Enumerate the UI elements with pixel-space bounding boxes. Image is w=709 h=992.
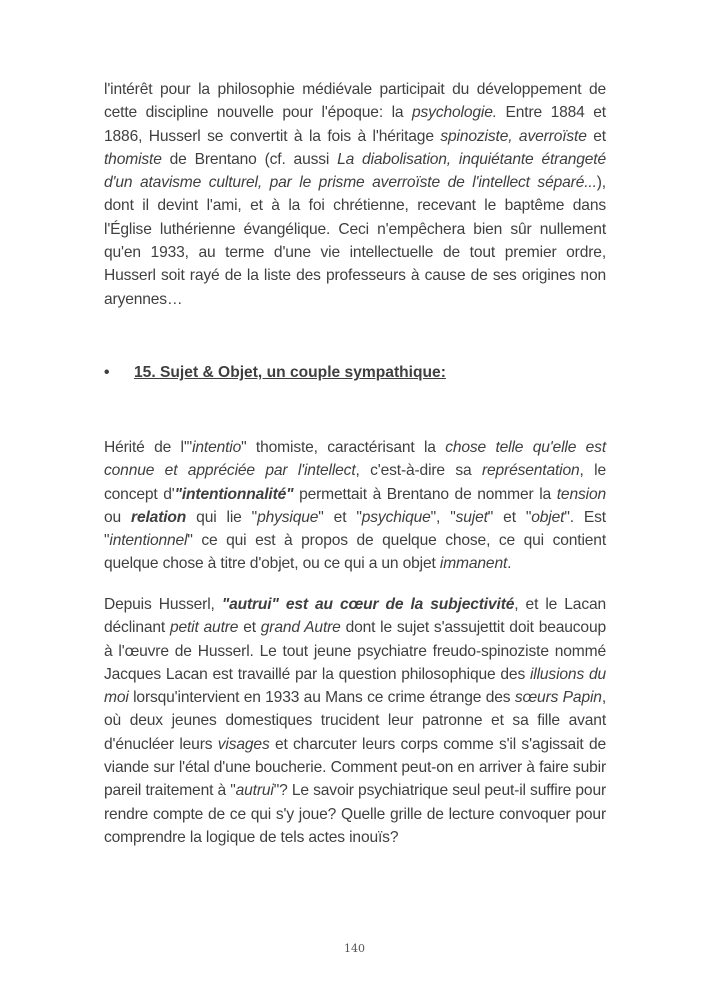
emphasized-text: grand Autre <box>260 619 341 637</box>
emphasized-text: thomiste <box>104 150 162 168</box>
text-run: ". Est " <box>104 508 606 550</box>
text-run: Depuis Husserl, <box>104 596 222 613</box>
emphasized-text: tension <box>556 485 606 503</box>
text-run: ", " <box>430 508 456 526</box>
text-run: Hérité de l'" <box>104 439 193 456</box>
emphasized-text: illusions du moi <box>104 665 606 707</box>
text-run: Entre 1884 et 1886, Husserl se convertit à la fois à l'héritage <box>104 104 606 145</box>
paragraph-1 <box>104 78 606 311</box>
text-run: , où deux jeunes domestiques trucident leur patronne et sa fille avant d'énucléer leurs <box>104 689 606 753</box>
emphasized-text: physique <box>257 508 319 526</box>
text-run: de Brentano (cf. aussi <box>161 150 338 168</box>
emphasized-text: psychique <box>361 508 431 526</box>
emphasized-text: sœurs Papin <box>514 689 602 707</box>
section-heading <box>104 364 446 382</box>
text-run: " ce qui est à propos de quelque chose, ce qui contient quelque chose à titre d'objet, ou ce qui a un objet <box>104 532 606 573</box>
text-run: permettait à Brentano de nommer la <box>293 485 557 503</box>
emphasized-text: visages <box>217 735 270 753</box>
emphasized-text: relation <box>131 508 187 526</box>
text-run: " thomiste, caractérisant la <box>241 439 446 456</box>
text-run: " et " <box>487 508 532 526</box>
emphasized-text: objet <box>531 508 565 526</box>
text-run: et charcuter leurs corps comme s'il s'agissait de viande sur l'étal d'une boucherie. Comment peut-on en arriver à faire subir pareil traitement à " <box>104 735 606 800</box>
emphasized-text: représentation <box>481 462 580 480</box>
text-run: et <box>238 619 261 637</box>
emphasized-text: autrui <box>235 782 274 800</box>
text-run: et <box>586 127 606 145</box>
text-run: " et " <box>318 508 362 526</box>
text-run: dont le sujet s'assujettit doit beaucoup à l'œuvre de Husserl. Le tout jeune psychiatre freudo-spinoziste nommé Jacques Lacan est travaillé par la question philosophique des <box>104 619 606 683</box>
section-heading-text: 15. Sujet & Objet, un couple sympathique: <box>134 364 446 381</box>
text-run: qui lie " <box>186 508 258 526</box>
emphasized-text: psychologie. <box>412 104 497 122</box>
emphasized-text: La diabolisation, inquiétante étrangeté d'un atavisme culturel, par le prisme averroïste de l'intellect séparé... <box>104 150 606 192</box>
text-run: , et le Lacan déclinant <box>104 596 607 637</box>
emphasized-text: "autrui" est au cœur de la subjectivité <box>221 596 515 613</box>
emphasized-text: petit autre <box>169 619 239 637</box>
emphasized-text: spinoziste, averroïste <box>440 127 587 145</box>
emphasized-text: "intentionnalité" <box>174 485 294 503</box>
text-run: lorsqu'intervient en 1933 au Mans ce crime étrange des <box>128 689 515 707</box>
page-number: 140 <box>344 942 365 955</box>
text-run: , c'est-à-dire sa <box>355 462 482 480</box>
emphasized-text: chose telle qu'elle est connue et appréciée par l'intellect <box>104 439 607 480</box>
bullet-icon: • <box>104 364 110 381</box>
emphasized-text: sujet <box>455 508 488 526</box>
emphasized-text: intentionnel <box>109 532 188 550</box>
text-run: ou <box>104 508 132 526</box>
text-run: l'intérêt pour la philosophie médiévale participait du développement de cette discipline nouvelle pour l'époque: la <box>104 81 606 122</box>
emphasized-text: intentio <box>192 439 242 456</box>
text-run: ), dont il devint l'ami, et à la foi chrétienne, recevant le baptême dans l'Église luthérienne évangélique. Ceci n'empêchera bien sûr nullement qu'en 1933, au terme d'une vie intellectuelle de tout premier ordre, Husserl soit rayé de la liste des professeurs à cause de ses origines non aryennes… <box>104 174 606 308</box>
paragraph-2 <box>104 436 606 576</box>
text-run: , le concept d' <box>104 462 606 503</box>
paragraph-3 <box>104 593 606 849</box>
text-run: "? Le savoir psychiatrique seul peut-il suffire pour rendre compte de ce qui s'y joue? Quelle grille de lecture convoquer pour comprendre la logique de tels actes inouïs? <box>104 782 607 846</box>
emphasized-text: immanent <box>439 555 508 573</box>
text-run: . <box>507 555 512 573</box>
